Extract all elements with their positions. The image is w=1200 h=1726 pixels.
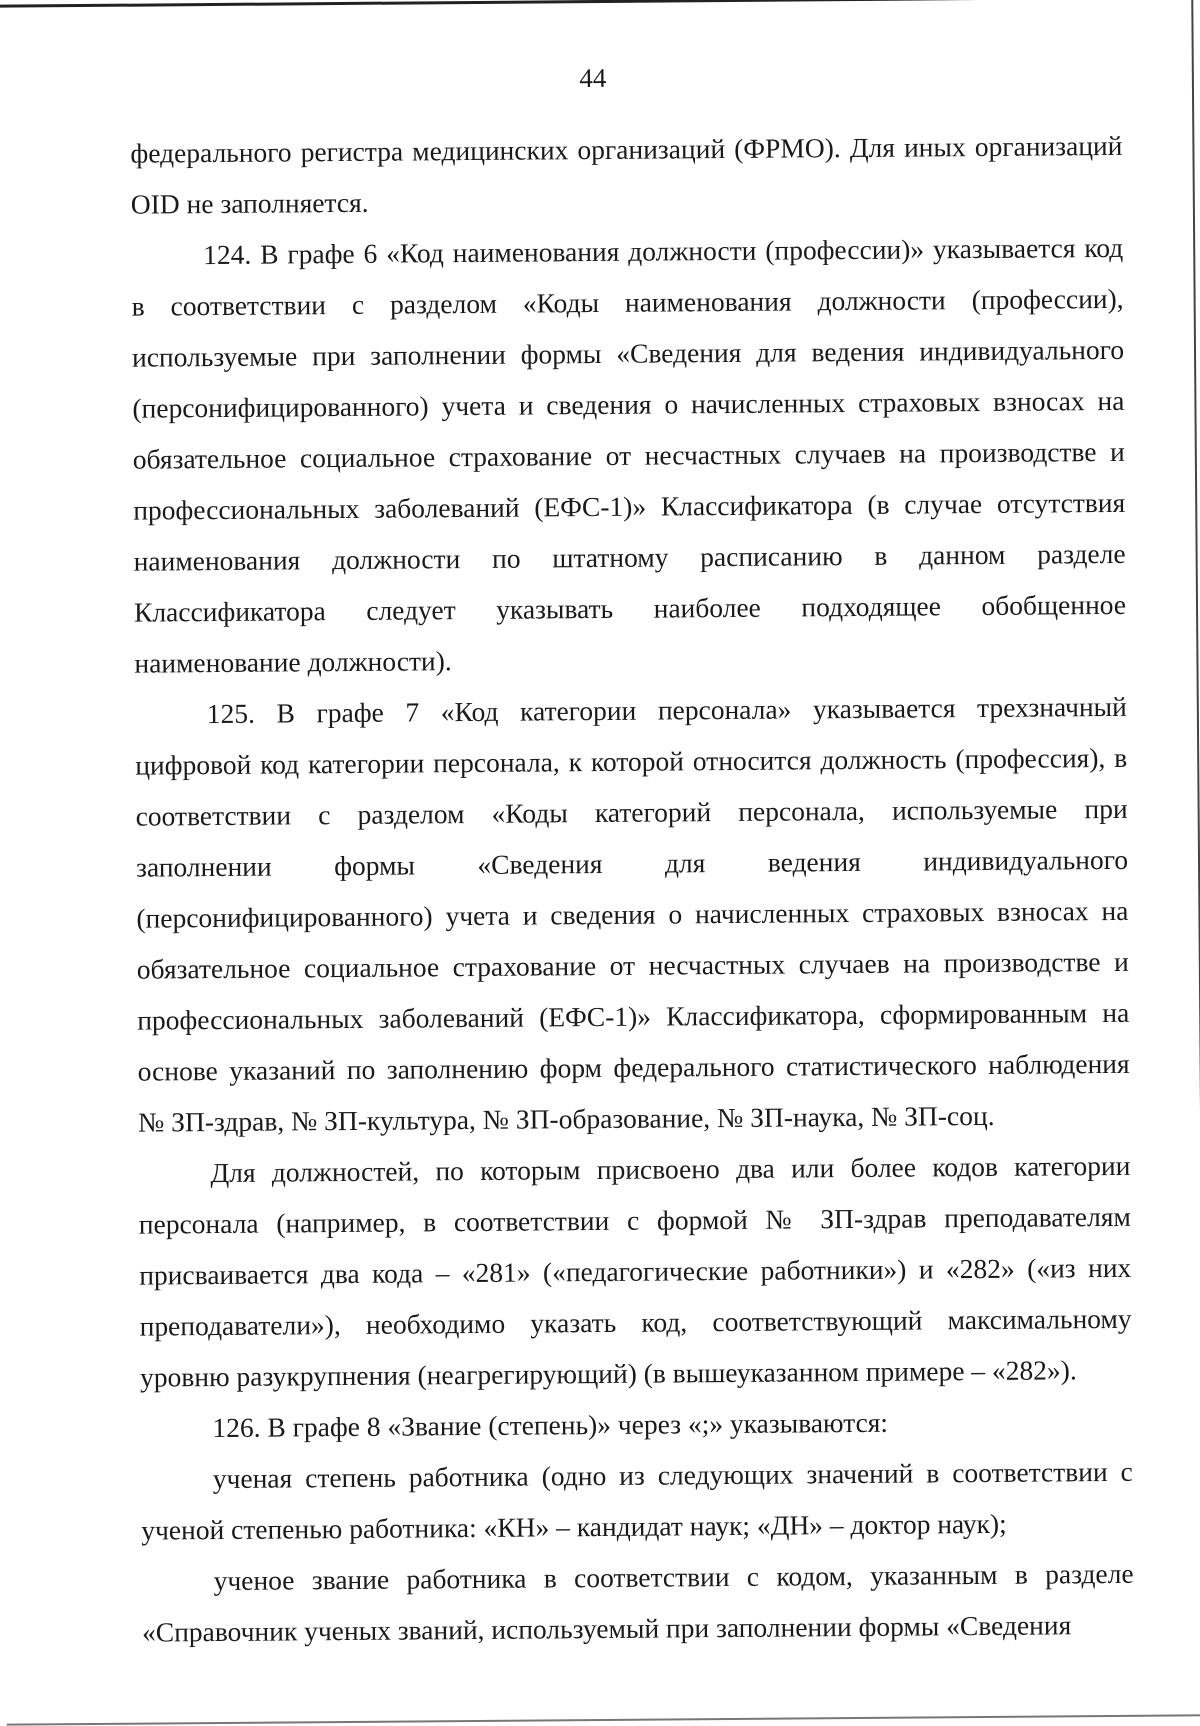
paragraph-125: 125. В графе 7 «Код категории персонала» указывается трехзначный цифровой код категории персонала, к которой относится должность (профессия), в соответствии с разделом «Коды категорий персонала, используемые при заполнении формы «Сведения для ведения индивидуального (персонифицированного) учета и сведения о начисленных страховых взносах на обязательное социальное страхование от несчастных случаев на производстве и профессиональных заболеваний (ЕФС-1)» Классификатора, сформированным на основе указаний по заполнению форм федерального статистического наблюдения № ЗП-здрав, № ЗП-культура, № ЗП-образование, № ЗП-наука, № ЗП-соц. bbox=[135, 690, 1130, 1138]
paragraph-124: 124. В графе 6 «Код наименования должности (профессии)» указывается код в соответствии с разделом «Коды наименования должности (профессии), используемые при заполнении формы «Сведения для ведения индивидуального (персонифицированного) учета и сведения о начисленных страховых взносах на обязательное социальное страхование от несчастных случаев на производстве и профессиональных заболеваний (ЕФС-1)» Классификатора (в случае отсутствия наименования должности по штатному расписанию в данном разделе Классификатора следует указывать наиболее подходящее обобщенное наименование должности). bbox=[131, 231, 1127, 679]
paragraph-125-note: Для должностей, по которым присвоено два или более кодов категории персонала (например, в соответствии с формой № ЗП-здрав преподавателям присваивается два кода – «281» («педагогические работники») и «282» («из них преподаватели»), необходимо указать код, соответствующий максимальному уровню разукрупнения (неагрегирующий) (в вышеуказанном примере – «282»). bbox=[138, 1149, 1132, 1393]
page-number: 44 bbox=[579, 62, 607, 94]
paragraph-126-degree: ученая степень работника (одно из следующих значений в соответствии с ученой степенью работника: «КН» – кандидат наук; «ДН» – доктор наук); bbox=[141, 1455, 1133, 1546]
paragraph-126: 126. В графе 8 «Звание (степень)» через «;» указываются: bbox=[212, 1406, 889, 1444]
paragraph-126-title: ученое звание работника в соответствии с кодом, указанным в разделе «Справочник ученых званий, используемый при заполнении формы «Сведения bbox=[141, 1557, 1134, 1648]
paragraph-1: федерального регистра медицинских организаций (ФРМО). Для иных организаций OID не заполняется. bbox=[130, 129, 1123, 220]
document-body bbox=[130, 120, 1134, 1658]
